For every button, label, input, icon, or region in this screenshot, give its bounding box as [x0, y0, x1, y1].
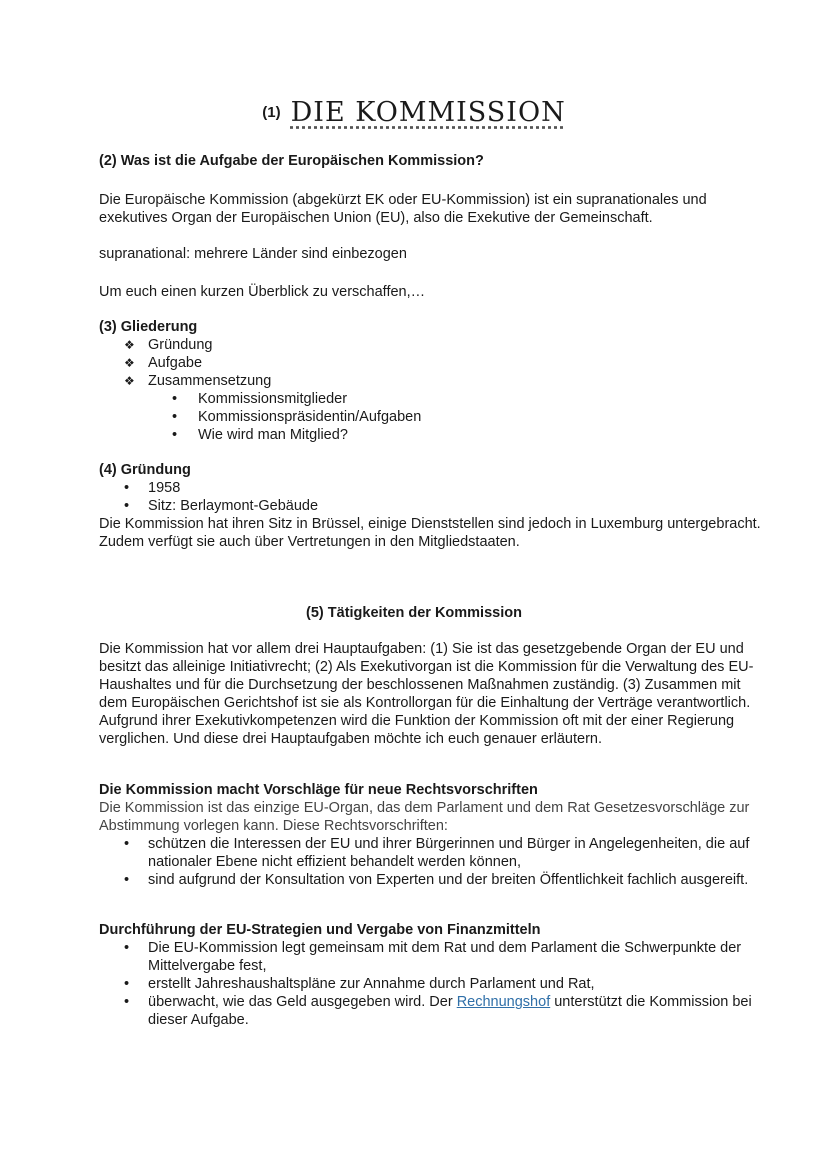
- founding-list: [99, 479, 768, 515]
- list-item: • Kommissionsmitglieder: [99, 390, 768, 408]
- list-item: • Sitz: Berlaymont-Gebäude: [99, 497, 768, 515]
- proposals-heading: Die Kommission macht Vorschläge für neue Rechtsvorschriften: [99, 782, 538, 798]
- implementation-list: [99, 939, 768, 1029]
- list-item: • sind aufgrund der Konsultation von Experten und der breiten Öffentlichkeit fachlich ausgereift.: [99, 871, 768, 889]
- list-item: • Kommissionspräsidentin/Aufgaben: [99, 408, 768, 426]
- list-item: • 1958: [99, 479, 768, 497]
- list-item: • schützen die Interessen der EU und ihrer Bürgerinnen und Bürger in Angelegenheiten, die auf nationaler Ebene nicht effizient behandelt werden können,: [99, 835, 768, 871]
- list-item: ❖ Zusammensetzung: [99, 372, 768, 390]
- outline-list: [99, 336, 768, 444]
- item-text: unterstützt die Kommission bei dieser Aufgabe.: [148, 994, 752, 1028]
- section-5-paragraph: Die Kommission hat vor allem drei Hauptaufgaben: (1) Sie ist das gesetzgebende Organ der EU und besitzt das alleinige Initiativrecht; (2) Als Exekutivorgan ist die Kommission für die Verwaltung des EU-Haushaltes und für die Durchsetzung der beschlossenen Maßnahmen zuständig. (3) Zusammen mit dem Europäischen Gerichtshof ist sie als Kontrollorgan für die Einhaltung der Verträge verantwortlich. Aufgrund ihrer Exekutivkompetenzen wird die Funktion der Kommission oft mit der einer Regierung verglichen. Und diese drei Hauptaufgaben möchte ich euch genauer erläutern.: [99, 641, 754, 747]
- section-2-heading: (2) Was ist die Aufgabe der Europäischen Kommission?: [99, 153, 484, 169]
- list-item: • erstellt Jahreshaushaltspläne zur Annahme durch Parlament und Rat,: [99, 975, 768, 993]
- section-3-heading: (3) Gliederung: [99, 319, 198, 335]
- list-item: • Die EU-Kommission legt gemeinsam mit dem Rat und dem Parlament die Schwerpunkte der Mittelvergabe fest,: [99, 939, 768, 975]
- title-text: DIE KOMMISSION: [290, 97, 566, 128]
- section-4-heading: (4) Gründung: [99, 462, 191, 478]
- list-item: • Wie wird man Mitglied?: [99, 426, 768, 444]
- list-item: ❖ Aufgabe: [99, 354, 768, 372]
- overview-intro: Um euch einen kurzen Überblick zu verschaffen,…: [99, 284, 426, 300]
- proposals-list: [99, 835, 768, 889]
- list-item: ❖ Gründung: [99, 336, 768, 354]
- section-5-heading: (5) Tätigkeiten der Kommission: [306, 605, 522, 621]
- proposals-paragraph: Die Kommission ist das einzige EU-Organ, das dem Parlament und dem Rat Gesetzesvorschläge zur Abstimmung vorlegen kann. Diese Rechtsvorschriften:: [99, 800, 750, 834]
- rechnungshof-link[interactable]: Rechnungshof: [456, 994, 551, 1010]
- section-4-paragraph: Die Kommission hat ihren Sitz in Brüssel, einige Dienststellen sind jedoch in Luxemburg untergebracht. Zudem verfügt sie auch über Vertretungen in den Mitgliedstaaten.: [99, 516, 761, 550]
- definition-line: supranational: mehrere Länder sind einbezogen: [99, 246, 407, 262]
- page-title: [0, 97, 828, 128]
- item-text: überwacht, wie das Geld ausgegeben wird. Der: [148, 994, 457, 1010]
- section-2-paragraph: Die Europäische Kommission (abgekürzt EK oder EU-Kommission) ist ein supranationales und exekutives Organ der Europäischen Union (EU), also die Exekutive der Gemeinschaft.: [99, 192, 707, 226]
- title-number: (1): [262, 104, 281, 121]
- list-item: [99, 993, 768, 1029]
- implementation-heading: Durchführung der EU-Strategien und Vergabe von Finanzmitteln: [99, 922, 541, 938]
